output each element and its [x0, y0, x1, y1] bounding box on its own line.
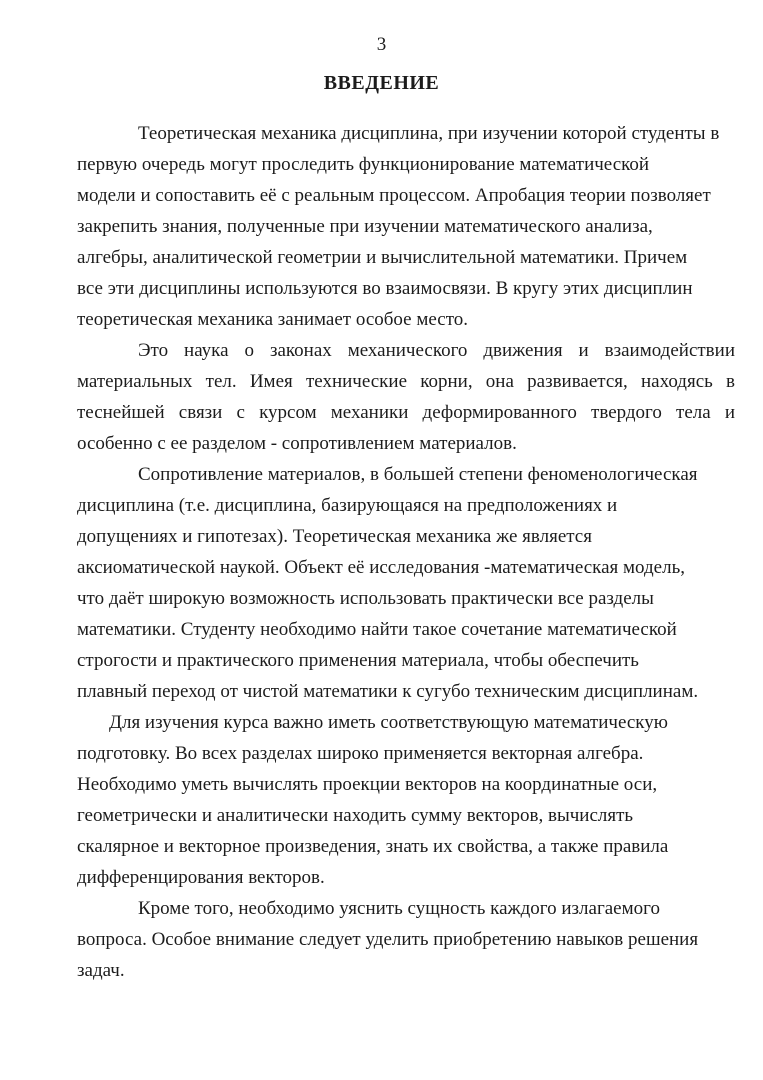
text-line: Это наука о законах механического движения и взаимодействии — [138, 340, 735, 361]
text-line: допущениях и гипотезах). Теоретическая механика же является — [77, 526, 592, 547]
text-line: Для изучения курса важно иметь соответствующую математическую — [109, 712, 668, 733]
paragraph-conclusion — [77, 893, 735, 986]
page-title: ВВЕДЕНИЕ — [323, 72, 440, 94]
text-line: аксиоматической наукой. Объект её исследования -математическая модель, — [77, 557, 685, 578]
paragraph-math-preparation — [77, 707, 735, 893]
text-line: алгебры, аналитической геометрии и вычислительной математики. Причем — [77, 247, 688, 268]
text-line: первую очередь могут проследить функционирование математической — [77, 154, 650, 175]
paragraph-intro — [77, 118, 735, 335]
text-line: Теоретическая механика дисциплина, при изучении которой студенты в — [138, 123, 720, 144]
text-line: Сопротивление материалов, в большей степени феноменологическая — [138, 464, 698, 485]
text-line: закрепить знания, полученные при изучении математического анализа, — [77, 216, 653, 237]
text-line: плавный переход от чистой математики к сугубо техническим дисциплинам. — [77, 681, 699, 702]
text-line: Необходимо уметь вычислять проекции векторов на координатные оси, — [77, 774, 658, 795]
text-line: строгости и практического применения материала, чтобы обеспечить — [77, 650, 639, 671]
text-line: модели и сопоставить её с реальным процессом. Апробация теории позволяет — [77, 185, 711, 206]
text-line: вопроса. Особое внимание следует уделить приобретению навыков решения — [77, 929, 699, 950]
text-line: материальных тел. Имея технические корни, она развивается, находясь в — [77, 371, 735, 392]
text-line: что даёт широкую возможность использовать практически все разделы — [77, 588, 654, 609]
paragraph-science — [77, 335, 735, 459]
text-line: задач. — [77, 960, 125, 981]
text-line: все эти дисциплины используются во взаимосвязи. В кругу этих дисциплин — [77, 278, 693, 299]
text-line: особенно с ее разделом - сопротивлением материалов. — [77, 433, 517, 454]
document-body — [0, 118, 763, 986]
text-line: дисциплина (т.е. дисциплина, базирующаяся на предположениях и — [77, 495, 618, 516]
text-line: скалярное и векторное произведения, знать их свойства, а также правила — [77, 836, 669, 857]
paragraph-strength-of-materials — [77, 459, 735, 707]
text-line: теснейшей связи с курсом механики деформированного твердого тела и — [77, 402, 735, 423]
text-line: подготовку. Во всех разделах широко применяется векторная алгебра. — [77, 743, 644, 764]
text-line: теоретическая механика занимает особое место. — [77, 309, 468, 330]
page-number: 3 — [376, 34, 387, 55]
text-line: математики. Студенту необходимо найти такое сочетание математической — [77, 619, 677, 640]
text-line: Кроме того, необходимо уяснить сущность каждого излагаемого — [138, 898, 660, 919]
text-line: геометрически и аналитически находить сумму векторов, вычислять — [77, 805, 634, 826]
text-line: дифференцирования векторов. — [77, 867, 325, 888]
